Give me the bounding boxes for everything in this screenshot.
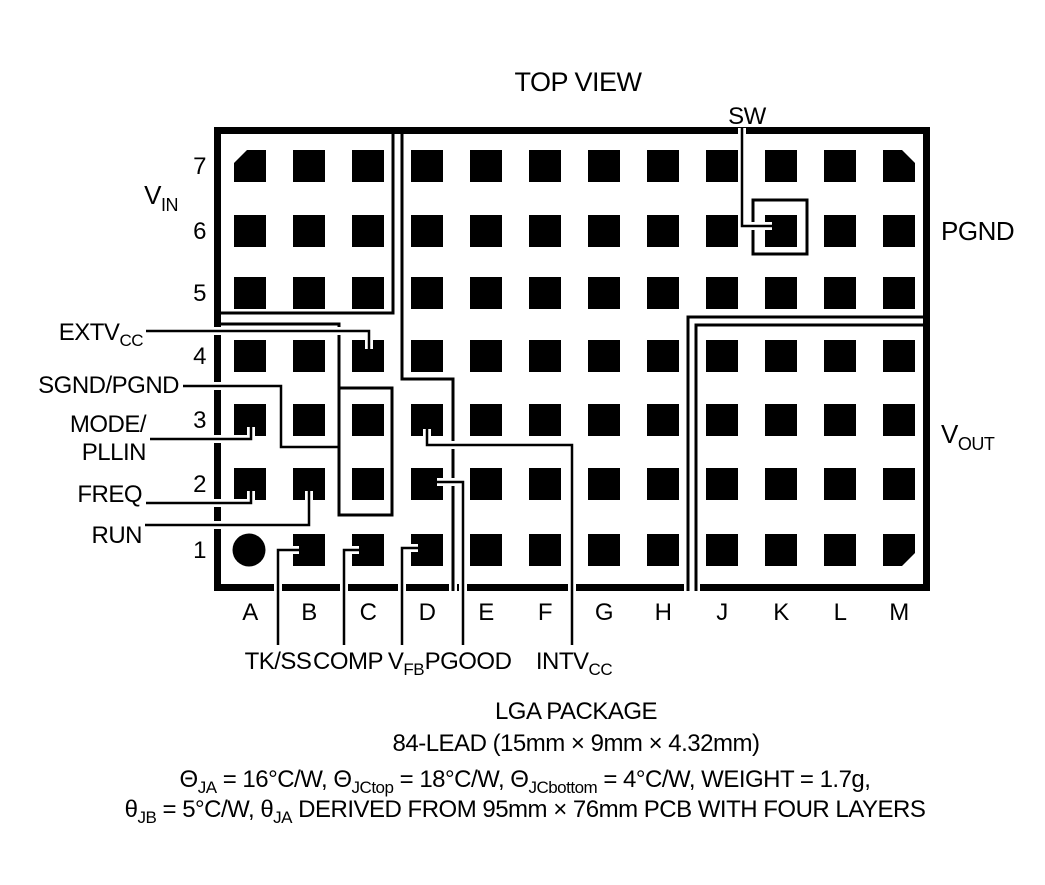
column-label-B: B [301,599,317,626]
footer-package-name: LGA PACKAGE [494,698,658,725]
label-vfb: $V_{FB}$ [387,648,425,679]
pad-E2 [470,468,502,500]
column-label-L: L [833,599,847,626]
pad-J3 [706,404,738,436]
label-mode: MODE/ [69,411,146,438]
pad-J4 [706,340,738,372]
pad-A6 [234,215,266,247]
pad-C2 [352,468,384,500]
pad-G4 [588,340,620,372]
pad-G5 [588,277,620,309]
pad-G3 [588,404,620,436]
pad-G1 [588,534,620,566]
pad-E5 [470,277,502,309]
pad-L3 [824,404,856,436]
row-label-2: 2 [193,471,206,498]
column-label-K: K [773,599,789,626]
pad-D7 [411,150,443,182]
column-label-J: J [716,599,728,626]
pad-F1 [529,534,561,566]
leader-run-halo [145,491,309,525]
label-intvcc: $INTV_{CC}$ [535,648,613,679]
pad-M6 [883,215,915,247]
pad-E6 [470,215,502,247]
label-sw: SW [728,103,766,130]
pad-H2 [647,468,679,500]
pad-E3 [470,404,502,436]
pad-J1 [706,534,738,566]
footer-thermal-line1: $\Theta_{JA} = 16^\circ C/W$, $\Theta_{JCtop} = 18^\circ C/W$, $\Theta_{JCbottom} = 4^\circ C/W$, WEIGHT = 1.7g, [179,766,871,797]
footer-dimensions: 84-LEAD (15mm × 9mm × 4.32mm) [392,730,760,757]
pad-K2 [765,468,797,500]
pad-H4 [647,340,679,372]
pad-H7 [647,150,679,182]
pad-J2 [706,468,738,500]
pad-A1-pin1-circle [233,534,266,567]
pad-B4 [293,340,325,372]
pad-M4 [883,340,915,372]
label-pgood: PGOOD [424,648,512,675]
pad-B5 [293,277,325,309]
label-run: RUN [91,522,142,549]
pad-E4 [470,340,502,372]
label-pllin: PLLIN [81,439,146,466]
pad-D4 [411,340,443,372]
row-label-3: 3 [193,407,206,434]
pad-A7 [234,150,266,182]
pad-L2 [824,468,856,500]
row-label-5: 5 [193,280,206,307]
pad-M2 [883,468,915,500]
pad-L5 [824,277,856,309]
label-freq: FREQ [77,481,142,508]
pad-F4 [529,340,561,372]
column-label-H: H [654,599,672,626]
pad-F2 [529,468,561,500]
pad-B6 [293,215,325,247]
label-vout: $V_{OUT}$ [941,419,995,454]
column-label-G: G [594,599,614,626]
pad-K6 [765,215,797,247]
pad-C6 [352,215,384,247]
column-label-E: E [478,599,494,626]
pad-K5 [765,277,797,309]
pad-E1 [470,534,502,566]
title-top-view: TOP VIEW [514,67,642,97]
row-label-1: 1 [193,537,206,564]
column-label-A: A [242,599,258,626]
pad-G7 [588,150,620,182]
footer-thermal-line2: $\theta_{JB} = 5^\circ C/W$, $\theta_{JA}$ DERIVED FROM 95mm × 76mm PCB WITH FOUR LAYERS [124,796,926,827]
pad-G2 [588,468,620,500]
column-label-D: D [418,599,436,626]
pad-K3 [765,404,797,436]
label-extvcc: $EXTV_{CC}$ [58,319,143,350]
pad-B3 [293,404,325,436]
pad-C5 [352,277,384,309]
pad-H1 [647,534,679,566]
pad-G6 [588,215,620,247]
pad-A5 [234,277,266,309]
pad-C3 [352,404,384,436]
pad-M5 [883,277,915,309]
pad-L4 [824,340,856,372]
pad-L6 [824,215,856,247]
label-comp: COMP [313,648,383,675]
pad-L7 [824,150,856,182]
pad-K1 [765,534,797,566]
pad-K4 [765,340,797,372]
pad-E7 [470,150,502,182]
label-vin: $V_{IN}$ [144,180,178,215]
pad-H3 [647,404,679,436]
row-label-4: 4 [193,343,206,370]
label-sgnd-pgnd: SGND/PGND [38,372,179,399]
pad-M7 [883,150,915,182]
pad-J6 [706,215,738,247]
pad-L1 [824,534,856,566]
pad-M3 [883,404,915,436]
column-label-M: M [889,599,909,626]
pad-H5 [647,277,679,309]
pad-H6 [647,215,679,247]
column-label-C: C [359,599,377,626]
pad-J7 [706,150,738,182]
row-label-6: 6 [193,218,206,245]
pad-F3 [529,404,561,436]
pad-F5 [529,277,561,309]
pad-F6 [529,215,561,247]
pad-D5 [411,277,443,309]
pad-C7 [352,150,384,182]
leader-run [145,491,309,525]
row-label-7: 7 [193,153,206,180]
pad-K7 [765,150,797,182]
pad-A4 [234,340,266,372]
pad-F7 [529,150,561,182]
pad-B7 [293,150,325,182]
pad-J5 [706,277,738,309]
pad-M1 [883,534,915,566]
label-tkss: TK/SS [244,648,312,675]
label-pgnd: PGND [941,216,1015,246]
pad-D6 [411,215,443,247]
column-label-F: F [537,599,553,626]
